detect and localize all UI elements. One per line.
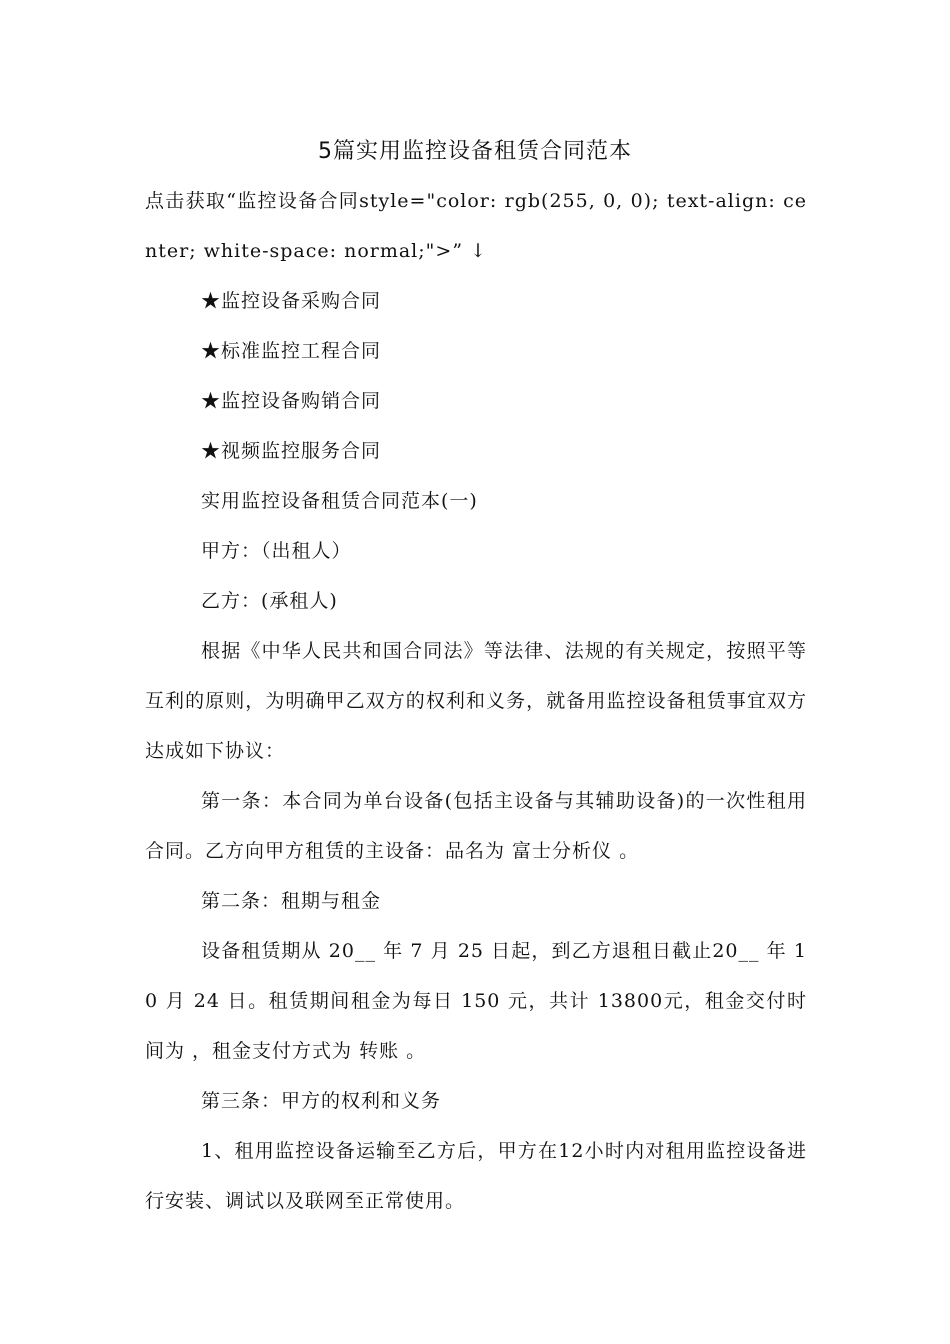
article-3-item-1: 1、租用监控设备运输至乙方后，甲方在12小时内对租用监控设备进行安装、调试以及联网至正常使用。 <box>145 1140 807 1212</box>
article-3-heading: 第三条：甲方的权利和义务 <box>201 1090 442 1112</box>
article-1-paragraph: 第一条：本合同为单台设备(包括主设备与其辅助设备)的一次性租用合同。乙方向甲方租赁的主设备：品名为 富士分析仪 。 <box>145 790 807 862</box>
party-b: 乙方：(承租人) <box>201 590 338 612</box>
preamble-paragraph: 根据《中华人民共和国合同法》等法律、法规的有关规定，按照平等互利的原则，为明确甲乙双方的权利和义务，就备用监控设备租赁事宜双方达成如下协议： <box>145 640 807 762</box>
document-title: 5篇实用监控设备租赁合同范本 <box>318 139 632 164</box>
party-a: 甲方：（出租人） <box>201 540 352 562</box>
related-link-purchase[interactable]: ★监控设备采购合同 <box>201 290 382 312</box>
intro-line: 点击获取“监控设备合同style="color: rgb(255, 0, 0); text-align: center; white-space: normal;">” ↓ <box>145 190 807 262</box>
related-link-video-service[interactable]: ★视频监控服务合同 <box>201 440 382 462</box>
article-2-heading: 第二条：租期与租金 <box>201 890 382 912</box>
article-2-paragraph: 设备租赁期从 20__ 年 7 月 25 日起，到乙方退租日截止20__ 年 10 月 24 日。租赁期间租金为每日 150 元，共计 13800元，租金交付时间为 ，租金支付方式为 转账 。 <box>145 940 807 1062</box>
related-link-sales[interactable]: ★监控设备购销合同 <box>201 390 382 412</box>
related-link-engineering[interactable]: ★标准监控工程合同 <box>201 340 382 362</box>
section-heading: 实用监控设备租赁合同范本(一) <box>201 490 478 512</box>
document-body <box>145 176 807 1226</box>
